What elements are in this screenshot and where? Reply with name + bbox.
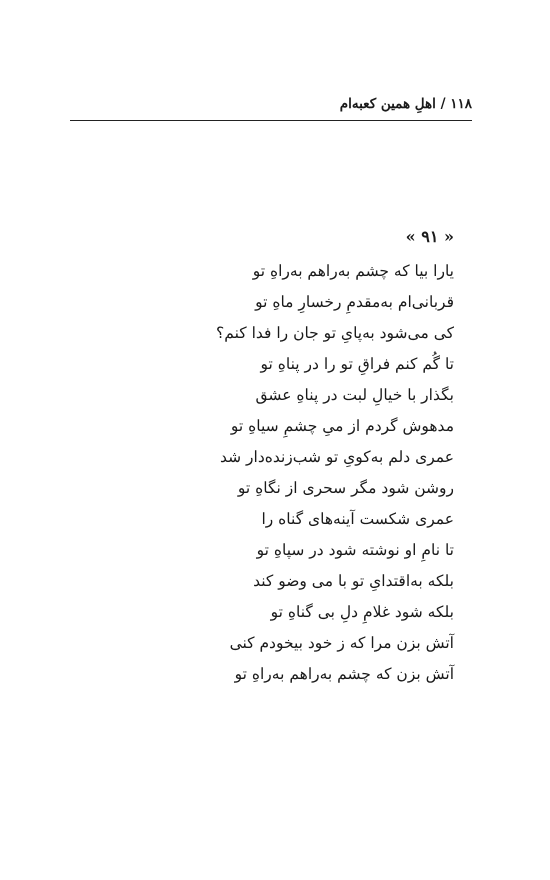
poem-number: « ۹۱ » — [405, 227, 454, 246]
running-header — [70, 93, 472, 117]
poem-line: تا گُم کنم فراقِ تو را در پناهِ تو — [260, 355, 454, 373]
poem-line: عمری دلم به‌کویِ تو شب‌زنده‌دار شد — [219, 448, 454, 466]
poem-line: مدهوش گردم از میِ چشمِ سیاهِ تو — [230, 417, 454, 435]
poem-line: عمری شکست آینه‌های گناه را — [261, 510, 454, 528]
poem-line: بلکه شود غلامِ دلِ بی گناهِ تو — [270, 603, 454, 621]
page-header-text: ۱۱۸ / اهلِ همین کعبه‌ام — [339, 96, 472, 112]
poem-line: بلکه به‌اقتدایِ تو با می وضو کند — [253, 572, 454, 590]
poem-line: روشن شود مگر سحری از نگاهِ تو — [237, 479, 454, 497]
poem-line: قربانی‌ام به‌مقدمِ رخسارِ ماهِ تو — [255, 293, 454, 311]
header-rule — [70, 120, 472, 121]
poem-line: کی می‌شود به‌پایِ تو جان را فدا کنم؟ — [216, 324, 454, 342]
poem-body — [124, 256, 454, 690]
poem-line: تا نامِ او نوشته شود در سپاهِ تو — [256, 541, 454, 559]
poem-line: یارا بیا که چشم به‌راهم به‌راهِ تو — [252, 262, 454, 280]
poem-line: آتش بزن که چشم به‌راهم به‌راهِ تو — [234, 665, 454, 683]
poem-line: آتش بزن مرا که ز خود بیخودم کنی — [229, 634, 454, 652]
poem-line: بگذار با خیالِ لبت در پناهِ عشق — [255, 386, 454, 404]
